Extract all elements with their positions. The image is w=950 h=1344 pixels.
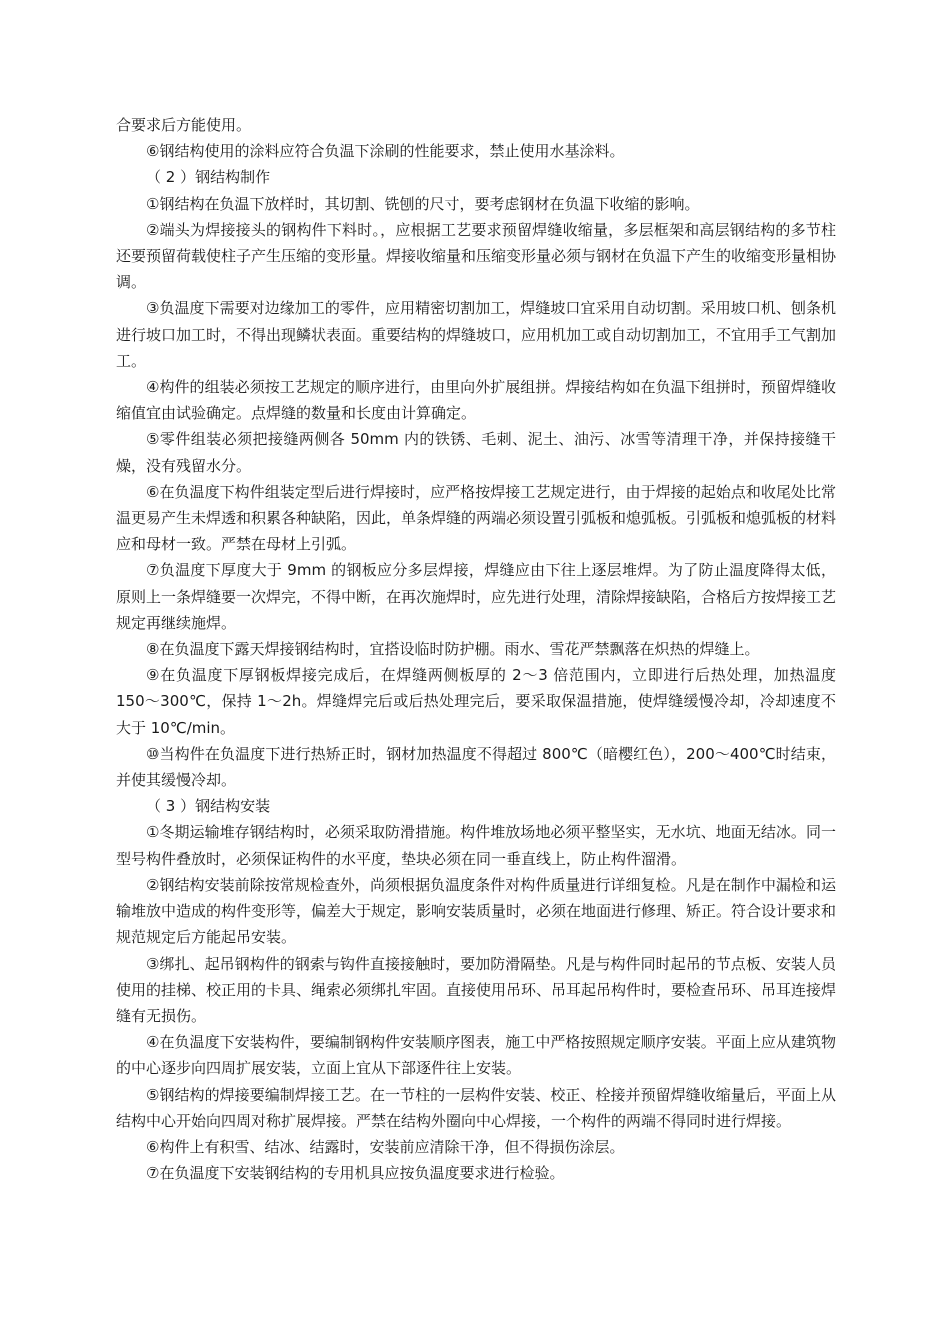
paragraph-installation-5: ⑤钢结构的焊接要编制焊接工艺。在一节柱的一层构件安装、校正、栓接并预留焊缝收缩量后，平面上从结构中心开始向四周对称扩展焊接。严禁在结构外圈向中心焊接，一个构件的两端不得同时进行焊接。 bbox=[116, 1085, 836, 1130]
section-heading-installation: （ 3 ）钢结构安装 bbox=[146, 797, 271, 816]
paragraph-installation-1: ①冬期运输堆存钢结构时，必须采取防滑措施。构件堆放场地必须平整坚实，无水坑、地面无结冰。同一型号构件叠放时，必须保证构件的水平度，垫块必须在同一垂直线上，防止构件溜滑。 bbox=[116, 823, 836, 868]
paragraph-continuation: 合要求后方能使用。 bbox=[116, 116, 252, 134]
paragraph-installation-2: ②钢结构安装前除按常规检查外，尚须根据负温度条件对构件质量进行详细复检。凡是在制作中漏检和运输堆放中造成的构件变形等，偏差大于规定，影响安装质量时，必须在地面进行修理、矫正。符合设计要求和规范规定后方能起吊安装。 bbox=[116, 875, 837, 947]
paragraph-installation-6: ⑥构件上有积雪、结冰、结露时，安装前应清除干净，但不得损伤涂层。 bbox=[146, 1137, 625, 1156]
paragraph-coating-requirement: ⑥钢结构使用的涂料应符合负温下涂刷的性能要求，禁止使用水基涂料。 bbox=[146, 142, 625, 161]
paragraph-fabrication-9: ⑨在负温度下厚钢板焊接完成后，在焊缝两侧板厚的 2～3 倍范围内，立即进行后热处理，加热温度 150～300℃，保持 1～2h。焊缝焊完后或后热处理完后，要采取保温措施，使焊缝缓慢冷却，冷却速度不大于 10℃/min。 bbox=[116, 666, 836, 737]
paragraph-fabrication-8: ⑧在负温度下露天焊接钢结构时，宜搭设临时防护棚。雨水、雪花严禁飘落在炽热的焊缝上。 bbox=[146, 640, 760, 659]
paragraph-fabrication-5: ⑤零件组装必须把接缝两侧各 50mm 内的铁锈、毛刺、泥土、油污、冰雪等清理干净，并保持接缝干燥，没有残留水分。 bbox=[116, 430, 836, 475]
paragraph-fabrication-6: ⑥在负温度下构件组装定型后进行焊接时，应严格按焊接工艺规定进行，由于焊接的起始点和收尾处比常温更易产生未焊透和积累各种缺陷，因此，单条焊缝的两端必须设置引弧板和熄弧板。引弧板和熄弧板的材料应和母材一致。严禁在母材上引弧。 bbox=[116, 482, 837, 554]
paragraph-installation-3: ③绑扎、起吊钢构件的钢索与钩件直接接触时，要加防滑隔垫。凡是与构件同时起吊的节点板、安装人员使用的挂梯、校正用的卡具、绳索必须绑扎牢固。直接使用吊环、吊耳起吊构件时，要检查吊环、吊耳连接焊缝有无损伤。 bbox=[116, 954, 837, 1025]
section-heading-fabrication: （ 2 ）钢结构制作 bbox=[146, 168, 271, 187]
paragraph-installation-4: ④在负温度下安装构件，要编制钢构件安装顺序图表，施工中严格按照规定顺序安装。平面上应从建筑物的中心逐步向四周扩展安装，立面上宜从下部逐件往上安装。 bbox=[116, 1033, 836, 1078]
document-page bbox=[116, 112, 836, 1186]
paragraph-fabrication-2: ②端头为焊接接头的钢构件下料时。，应根据工艺要求预留焊缝收缩量，多层框架和高层钢结构的多节柱还要预留荷载使柱子产生压缩的变形量。焊接收缩量和压缩变形量必须与钢材在负温下产生的收缩变形量相协调。 bbox=[116, 220, 837, 292]
paragraph-fabrication-10: ⑩当构件在负温度下进行热矫正时，钢材加热温度不得超过 800℃（暗樱红色），200～400℃时结束，并使其缓慢冷却。 bbox=[116, 744, 836, 790]
paragraph-fabrication-3: ③负温度下需要对边缘加工的零件，应用精密切割加工，焊缝坡口宜采用自动切割。采用坡口机、刨条机进行坡口加工时，不得出现鳞状表面。重要结构的焊缝坡口，应用机加工或自动切割加工，不宜用手工气割加工。 bbox=[116, 299, 837, 370]
paragraph-fabrication-4: ④构件的组装必须按工艺规定的顺序进行，由里向外扩展组拼。焊接结构如在负温下组拼时，预留焊缝收缩值宜由试验确定。点焊缝的数量和长度由计算确定。 bbox=[116, 378, 836, 423]
paragraph-fabrication-7: ⑦负温度下厚度大于 9mm 的钢板应分多层焊接，焊缝应由下往上逐层堆焊。为了防止温度降得太低，原则上一条焊缝要一次焊完，不得中断，在再次施焊时，应先进行处理，清除焊接缺陷，合格后方按焊接工艺规定再继续施焊。 bbox=[116, 561, 837, 632]
paragraph-installation-7: ⑦在负温度下安装钢结构的专用机具应按负温度要求进行检验。 bbox=[146, 1164, 565, 1183]
paragraph-fabrication-1: ①钢结构在负温下放样时，其切割、铣刨的尺寸，要考虑钢材在负温下收缩的影响。 bbox=[146, 194, 700, 213]
